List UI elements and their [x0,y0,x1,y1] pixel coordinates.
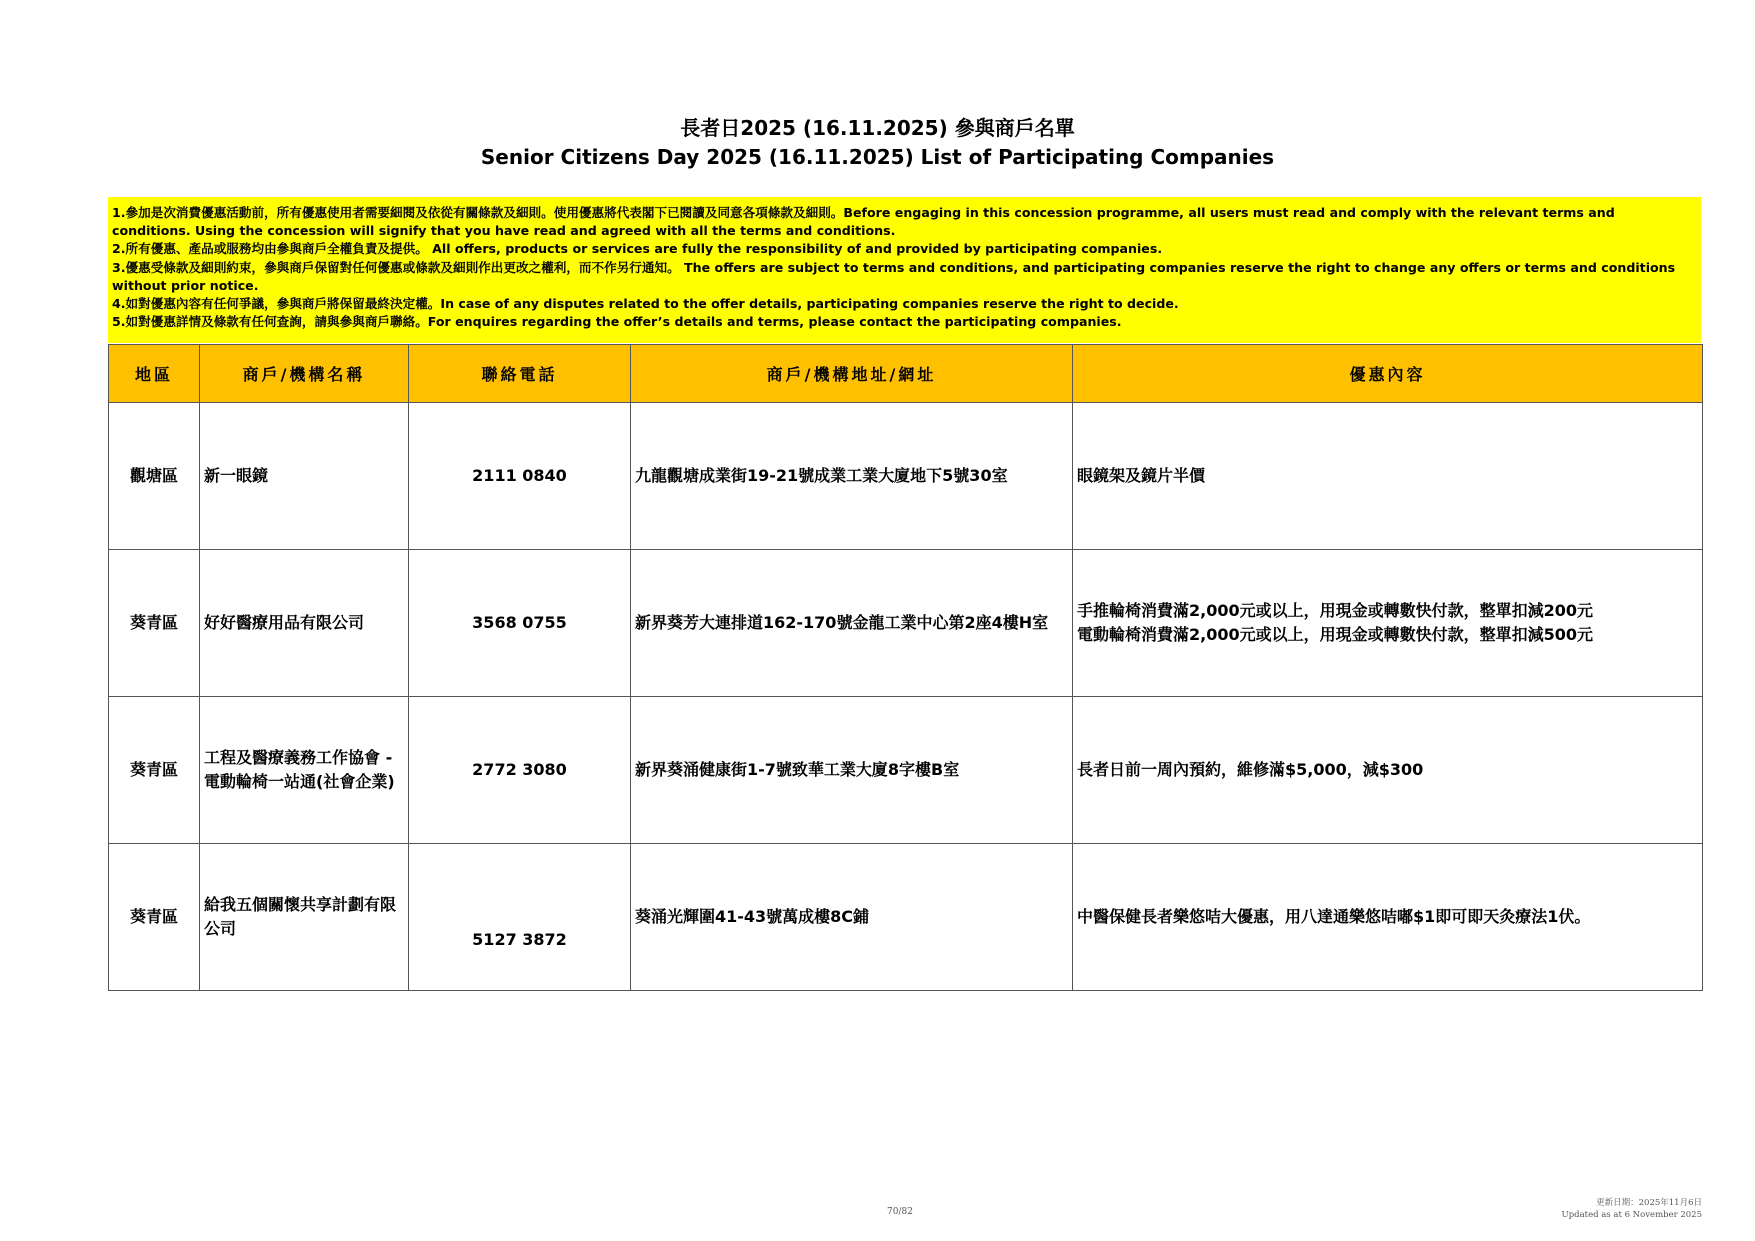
cell-address: 新界葵芳大連排道162-170號金龍工業中心第2座4樓H室 [631,550,1073,697]
header-phone: 聯絡電話 [409,345,631,403]
cell-offer [1073,403,1703,550]
cell-phone: 3568 0755 [409,550,631,697]
cell-address: 九龍觀塘成業街19-21號成業工業大廈地下5號30室 [631,403,1073,550]
title-english: Senior Citizens Day 2025 (16.11.2025) List of Participating Companies [480,145,1275,169]
offer-line: 手推輪椅消費滿2,000元或以上，用現金或轉數快付款，整單扣減200元 [1077,601,1594,620]
header-address: 商戶/機構地址/網址 [631,345,1073,403]
cell-phone: 5127 3872 [409,844,631,991]
offer-line: 長者日前一周內預約，維修滿$5,000，減$300 [1077,760,1424,779]
updated-date-en: Updated as at 6 November 2025 [1561,1210,1702,1220]
note-4: 4.如對優惠內容有任何爭議，參與商戶將保留最終決定權。In case of any disputes related to the offer details, participating companies reserve the right to decide. [112,296,1179,312]
header-company-name: 商戶/機構名稱 [200,345,409,403]
offer-line: 電動輪椅消費滿2,000元或以上，用現金或轉數快付款，整單扣減500元 [1077,625,1594,644]
cell-district: 葵青區 [109,697,200,844]
terms-notes-box [108,197,1701,343]
table-row [109,403,1703,550]
cell-address: 葵涌光輝圍41-43號萬成樓8C鋪 [631,844,1073,991]
header-district: 地區 [109,345,200,403]
cell-phone: 2772 3080 [409,697,631,844]
cell-district: 葵青區 [109,550,200,697]
table-row [109,697,1703,844]
table-row [109,550,1703,697]
note-3: 3.優惠受條款及細則約束，參與商戶保留對任何優惠或條款及細則作出更改之權利，而不作另行通知。 The offers are subject to terms and conditions, and participating companies reserve the right to change any offers or terms and conditions without prior notice. [112,259,1676,293]
offer-line: 中醫保健長者樂悠咭大優惠，用八達通樂悠咭嘟$1即可即天灸療法1伏。 [1077,907,1591,926]
table-row [109,844,1703,991]
cell-address: 新界葵涌健康街1-7號致華工業大廈8字樓B室 [631,697,1073,844]
cell-district: 觀塘區 [109,403,200,550]
note-2: 2.所有優惠、產品或服務均由參與商戶全權負責及提供。 All offers, products or services are fully the responsibility of and provided by participating companies. [112,241,1163,257]
offer-line: 眼鏡架及鏡片半價 [1077,466,1206,485]
participating-companies-table [108,344,1703,991]
cell-offer [1073,844,1703,991]
cell-company-name: 給我五個關懷共享計劃有限公司 [200,844,409,991]
cell-company-name: 新一眼鏡 [200,403,409,550]
header-offer: 優惠內容 [1073,345,1703,403]
cell-company-name: 工程及醫療義務工作協會 - 電動輪椅一站通(社會企業) [200,697,409,844]
cell-district: 葵青區 [109,844,200,991]
cell-phone: 2111 0840 [409,403,631,550]
note-1: 1.參加是次消費優惠活動前，所有優惠使用者需要細閱及依從有關條款及細則。使用優惠將代表閣下已閱讀及同意各項條款及細則。Before engaging in this concession programme, all users must read and comply with the relevant terms and conditions. Using the concession will signify that you have read and agreed with all the terms and conditions. [112,205,1615,239]
note-5: 5.如對優惠詳情及條款有任何查詢，請與參與商戶聯絡。For enquires regarding the offer’s details and terms, please contact the participating companies. [112,314,1122,330]
cell-offer [1073,550,1703,697]
cell-company-name: 好好醫療用品有限公司 [200,550,409,697]
updated-date [1562,1197,1702,1221]
page-title [0,114,1755,172]
title-chinese: 長者日2025 (16.11.2025) 參與商戶名單 [680,116,1075,140]
updated-date-zh: 更新日期：2025年11月6日 [1596,1198,1702,1208]
cell-offer [1073,697,1703,844]
table-header-row [109,345,1703,403]
page-number: 70/82 [887,1207,913,1217]
